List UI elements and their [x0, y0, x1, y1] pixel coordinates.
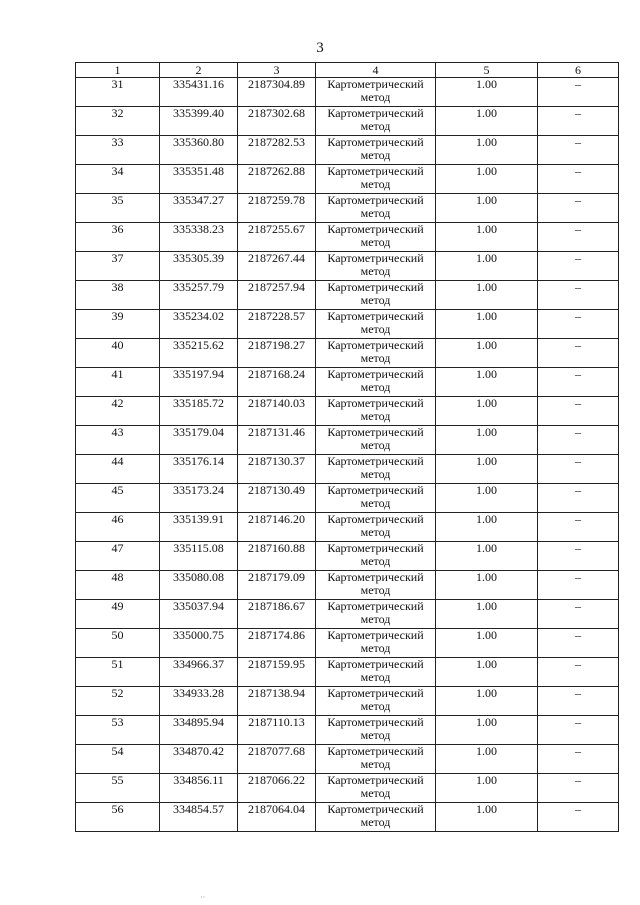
y-coordinate-cell: 2187267.44 [238, 252, 316, 281]
accuracy-cell: 1.00 [436, 107, 538, 136]
column-header: 5 [436, 63, 538, 78]
note-cell: – [538, 774, 619, 803]
note-cell: – [538, 310, 619, 339]
x-coordinate-cell: 335351.48 [160, 165, 238, 194]
table-row [76, 716, 619, 745]
table-row [76, 165, 619, 194]
x-coordinate-cell: 334854.57 [160, 803, 238, 832]
y-coordinate-cell: 2187077.68 [238, 745, 316, 774]
y-coordinate-cell: 2187066.22 [238, 774, 316, 803]
accuracy-cell: 1.00 [436, 426, 538, 455]
table-row [76, 281, 619, 310]
note-cell: – [538, 368, 619, 397]
y-coordinate-cell: 2187257.94 [238, 281, 316, 310]
x-coordinate-cell: 334933.28 [160, 687, 238, 716]
note-cell: – [538, 803, 619, 832]
method-cell: Картометрический метод [316, 136, 436, 165]
method-cell: Картометрический метод [316, 281, 436, 310]
y-coordinate-cell: 2187064.04 [238, 803, 316, 832]
method-cell: Картометрический метод [316, 252, 436, 281]
accuracy-cell: 1.00 [436, 745, 538, 774]
x-coordinate-cell: 335185.72 [160, 397, 238, 426]
point-number-cell: 47 [76, 542, 160, 571]
accuracy-cell: 1.00 [436, 194, 538, 223]
x-coordinate-cell: 335338.23 [160, 223, 238, 252]
note-cell: – [538, 629, 619, 658]
y-coordinate-cell: 2187110.13 [238, 716, 316, 745]
table-row [76, 629, 619, 658]
note-cell: – [538, 455, 619, 484]
y-coordinate-cell: 2187259.78 [238, 194, 316, 223]
y-coordinate-cell: 2187138.94 [238, 687, 316, 716]
y-coordinate-cell: 2187262.88 [238, 165, 316, 194]
x-coordinate-cell: 335000.75 [160, 629, 238, 658]
table-row [76, 658, 619, 687]
method-cell: Картометрический метод [316, 484, 436, 513]
x-coordinate-cell: 335360.80 [160, 136, 238, 165]
accuracy-cell: 1.00 [436, 310, 538, 339]
x-coordinate-cell: 334870.42 [160, 745, 238, 774]
accuracy-cell: 1.00 [436, 484, 538, 513]
x-coordinate-cell: 335305.39 [160, 252, 238, 281]
point-number-cell: 54 [76, 745, 160, 774]
method-cell: Картометрический метод [316, 716, 436, 745]
point-number-cell: 40 [76, 339, 160, 368]
note-cell: – [538, 745, 619, 774]
table-row [76, 542, 619, 571]
accuracy-cell: 1.00 [436, 803, 538, 832]
y-coordinate-cell: 2187304.89 [238, 78, 316, 107]
note-cell: – [538, 513, 619, 542]
point-number-cell: 39 [76, 310, 160, 339]
note-cell: – [538, 571, 619, 600]
table-row [76, 513, 619, 542]
table-row [76, 774, 619, 803]
note-cell: – [538, 194, 619, 223]
point-number-cell: 42 [76, 397, 160, 426]
method-cell: Картометрический метод [316, 426, 436, 455]
y-coordinate-cell: 2187140.03 [238, 397, 316, 426]
table-row [76, 339, 619, 368]
table-row [76, 803, 619, 832]
note-cell: – [538, 252, 619, 281]
table-row [76, 426, 619, 455]
y-coordinate-cell: 2187255.67 [238, 223, 316, 252]
point-number-cell: 48 [76, 571, 160, 600]
accuracy-cell: 1.00 [436, 513, 538, 542]
point-number-cell: 34 [76, 165, 160, 194]
x-coordinate-cell: 335037.94 [160, 600, 238, 629]
method-cell: Картометрический метод [316, 455, 436, 484]
x-coordinate-cell: 335176.14 [160, 455, 238, 484]
method-cell: Картометрический метод [316, 629, 436, 658]
x-coordinate-cell: 335115.08 [160, 542, 238, 571]
accuracy-cell: 1.00 [436, 223, 538, 252]
accuracy-cell: 1.00 [436, 252, 538, 281]
y-coordinate-cell: 2187282.53 [238, 136, 316, 165]
table-row [76, 571, 619, 600]
note-cell: – [538, 78, 619, 107]
x-coordinate-cell: 335139.91 [160, 513, 238, 542]
table-row [76, 136, 619, 165]
note-cell: – [538, 281, 619, 310]
method-cell: Картометрический метод [316, 571, 436, 600]
accuracy-cell: 1.00 [436, 165, 538, 194]
table-row [76, 368, 619, 397]
point-number-cell: 38 [76, 281, 160, 310]
point-number-cell: 53 [76, 716, 160, 745]
note-cell: – [538, 223, 619, 252]
column-header: 4 [316, 63, 436, 78]
accuracy-cell: 1.00 [436, 455, 538, 484]
accuracy-cell: 1.00 [436, 281, 538, 310]
point-number-cell: 46 [76, 513, 160, 542]
table-row [76, 252, 619, 281]
point-number-cell: 55 [76, 774, 160, 803]
y-coordinate-cell: 2187174.86 [238, 629, 316, 658]
x-coordinate-cell: 334966.37 [160, 658, 238, 687]
table-row [76, 397, 619, 426]
column-header: 6 [538, 63, 619, 78]
x-coordinate-cell: 335080.08 [160, 571, 238, 600]
x-coordinate-cell: 335215.62 [160, 339, 238, 368]
accuracy-cell: 1.00 [436, 78, 538, 107]
note-cell: – [538, 165, 619, 194]
x-coordinate-cell: 334856.11 [160, 774, 238, 803]
note-cell: – [538, 426, 619, 455]
note-cell: – [538, 687, 619, 716]
y-coordinate-cell: 2187198.27 [238, 339, 316, 368]
note-cell: – [538, 600, 619, 629]
column-header: 1 [76, 63, 160, 78]
note-cell: – [538, 658, 619, 687]
accuracy-cell: 1.00 [436, 629, 538, 658]
x-coordinate-cell: 335197.94 [160, 368, 238, 397]
method-cell: Картометрический метод [316, 745, 436, 774]
point-number-cell: 33 [76, 136, 160, 165]
y-coordinate-cell: 2187130.37 [238, 455, 316, 484]
point-number-cell: 43 [76, 426, 160, 455]
table-row [76, 745, 619, 774]
table-row [76, 223, 619, 252]
table-row [76, 687, 619, 716]
x-coordinate-cell: 334895.94 [160, 716, 238, 745]
y-coordinate-cell: 2187302.68 [238, 107, 316, 136]
method-cell: Картометрический метод [316, 194, 436, 223]
table-body [76, 78, 619, 832]
method-cell: Картометрический метод [316, 600, 436, 629]
accuracy-cell: 1.00 [436, 571, 538, 600]
note-cell: – [538, 136, 619, 165]
note-cell: – [538, 542, 619, 571]
point-number-cell: 41 [76, 368, 160, 397]
method-cell: Картометрический метод [316, 687, 436, 716]
accuracy-cell: 1.00 [436, 658, 538, 687]
method-cell: Картометрический метод [316, 658, 436, 687]
method-cell: Картометрический метод [316, 368, 436, 397]
point-number-cell: 32 [76, 107, 160, 136]
x-coordinate-cell: 335431.16 [160, 78, 238, 107]
y-coordinate-cell: 2187146.20 [238, 513, 316, 542]
note-cell: – [538, 339, 619, 368]
header-row [76, 63, 619, 78]
method-cell: Картометрический метод [316, 107, 436, 136]
accuracy-cell: 1.00 [436, 600, 538, 629]
y-coordinate-cell: 2187168.24 [238, 368, 316, 397]
column-header: 2 [160, 63, 238, 78]
method-cell: Картометрический метод [316, 339, 436, 368]
method-cell: Картометрический метод [316, 165, 436, 194]
y-coordinate-cell: 2187130.49 [238, 484, 316, 513]
method-cell: Картометрический метод [316, 803, 436, 832]
accuracy-cell: 1.00 [436, 136, 538, 165]
point-number-cell: 44 [76, 455, 160, 484]
table-header [76, 63, 619, 78]
note-cell: – [538, 107, 619, 136]
table-row [76, 600, 619, 629]
note-cell: – [538, 716, 619, 745]
method-cell: Картометрический метод [316, 774, 436, 803]
accuracy-cell: 1.00 [436, 687, 538, 716]
method-cell: Картометрический метод [316, 513, 436, 542]
point-number-cell: 52 [76, 687, 160, 716]
y-coordinate-cell: 2187186.67 [238, 600, 316, 629]
accuracy-cell: 1.00 [436, 542, 538, 571]
accuracy-cell: 1.00 [436, 339, 538, 368]
y-coordinate-cell: 2187228.57 [238, 310, 316, 339]
accuracy-cell: 1.00 [436, 397, 538, 426]
point-number-cell: 36 [76, 223, 160, 252]
y-coordinate-cell: 2187179.09 [238, 571, 316, 600]
point-number-cell: 56 [76, 803, 160, 832]
column-header: 3 [238, 63, 316, 78]
point-number-cell: 31 [76, 78, 160, 107]
accuracy-cell: 1.00 [436, 716, 538, 745]
accuracy-cell: 1.00 [436, 774, 538, 803]
point-number-cell: 49 [76, 600, 160, 629]
point-number-cell: 37 [76, 252, 160, 281]
note-cell: – [538, 397, 619, 426]
coordinates-table [75, 62, 619, 832]
point-number-cell: 35 [76, 194, 160, 223]
method-cell: Картометрический метод [316, 397, 436, 426]
note-cell: – [538, 484, 619, 513]
point-number-cell: 51 [76, 658, 160, 687]
table-row [76, 455, 619, 484]
method-cell: Картометрический метод [316, 223, 436, 252]
x-coordinate-cell: 335347.27 [160, 194, 238, 223]
y-coordinate-cell: 2187160.88 [238, 542, 316, 571]
method-cell: Картометрический метод [316, 542, 436, 571]
page-number: 3 [316, 40, 324, 56]
table-row [76, 484, 619, 513]
method-cell: Картометрический метод [316, 78, 436, 107]
y-coordinate-cell: 2187131.46 [238, 426, 316, 455]
x-coordinate-cell: 335234.02 [160, 310, 238, 339]
x-coordinate-cell: 335173.24 [160, 484, 238, 513]
table-row [76, 194, 619, 223]
method-cell: Картометрический метод [316, 310, 436, 339]
accuracy-cell: 1.00 [436, 368, 538, 397]
x-coordinate-cell: 335179.04 [160, 426, 238, 455]
point-number-cell: 45 [76, 484, 160, 513]
y-coordinate-cell: 2187159.95 [238, 658, 316, 687]
point-number-cell: 50 [76, 629, 160, 658]
table-row [76, 78, 619, 107]
x-coordinate-cell: 335399.40 [160, 107, 238, 136]
x-coordinate-cell: 335257.79 [160, 281, 238, 310]
table-row [76, 107, 619, 136]
footer-mark: ·· [200, 893, 206, 902]
table-row [76, 310, 619, 339]
